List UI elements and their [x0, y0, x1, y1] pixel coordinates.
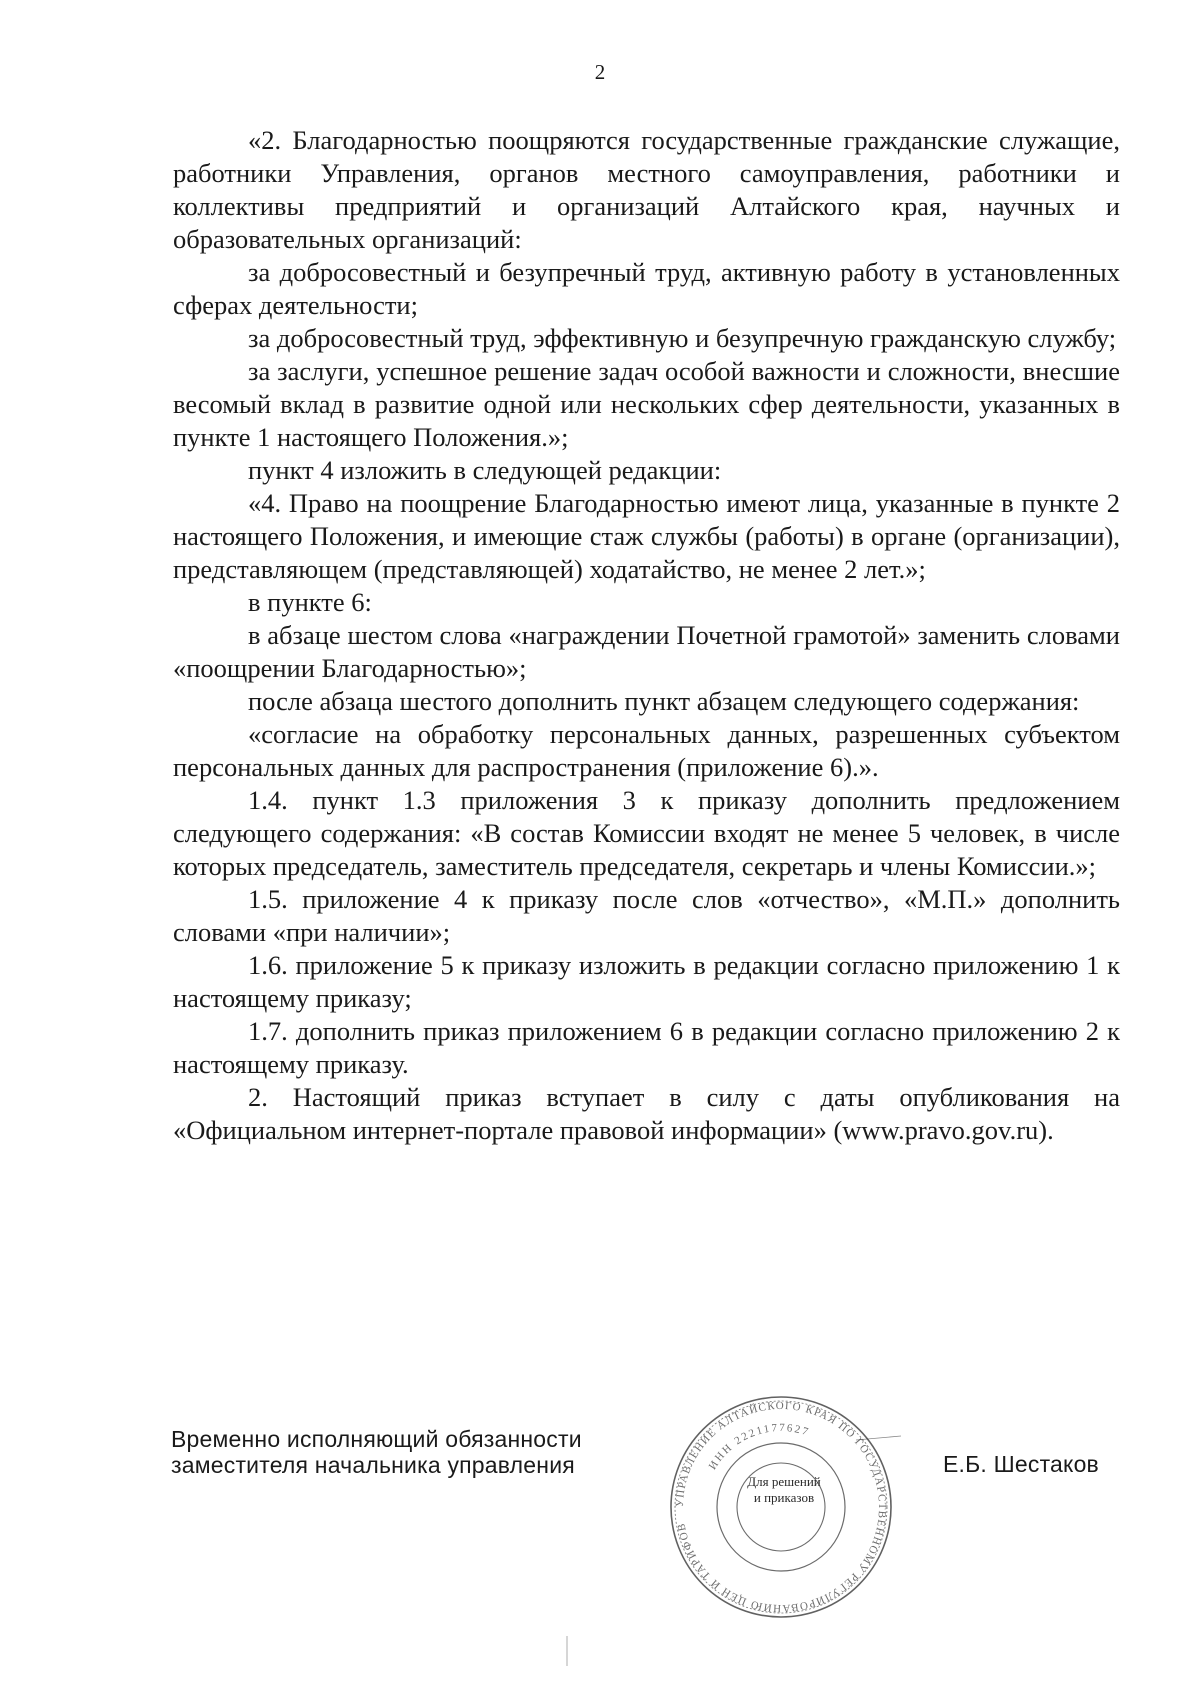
paragraph: за добросовестный труд, эффективную и безупречную гражданскую службу; [248, 323, 1117, 353]
paragraph: в абзаце шестом слова «награждении Почетной грамотой» заменить словами «поощрении Благодарностью»; [173, 620, 1120, 683]
paragraph: 2. Настоящий приказ вступает в силу с даты опубликования на «Официальном интернет-портале правовой информации» (www.pravo.gov.ru). [173, 1082, 1120, 1145]
paragraph: «4. Право на поощрение Благодарностью имеют лица, указанные в пункте 2 настоящего Положения, и имеющие стаж службы (работы) в органе (организации), представляющем (представляющей) ходатайство, не менее 2 лет.»; [173, 488, 1120, 584]
paragraph: 1.4. пункт 1.3 приложения 3 к приказу дополнить предложением следующего содержания: «В состав Комиссии входят не менее 5 человек, в числе которых председатель, заместитель председателя, секретарь и члены Комиссии.»; [173, 785, 1120, 881]
paragraph: 1.6. приложение 5 к приказу изложить в редакции согласно приложению 1 к настоящему приказу; [173, 950, 1120, 1013]
page-number: 2 [594, 60, 606, 84]
signatory-name: Е.Б. Шестаков [943, 1451, 1099, 1477]
paragraph: за заслуги, успешное решение задач особой важности и сложности, внесшие весомый вклад в развитие одной или нескольких сфер деятельности, указанных в пункте 1 настоящего Положения.»; [173, 356, 1120, 452]
official-stamp [656, 1392, 906, 1622]
stamp-center-text [739, 1474, 829, 1506]
signatory-position-line: Временно исполняющий обязанности [171, 1426, 582, 1452]
paragraph: «2. Благодарностью поощряются государственные гражданские служащие, работники Управления, органов местного самоуправления, работники и коллективы предприятий и организаций Алтайского края, научных и образовательных организаций: [173, 125, 1120, 254]
paragraph: «согласие на обработку персональных данных, разрешенных субъектом персональных данных для распространения (приложение 6).». [173, 719, 1120, 782]
stamp-center-line: и приказов [753, 1490, 815, 1505]
document-body [173, 124, 1120, 1147]
paragraph: за добросовестный и безупречный труд, активную работу в установленных сферах деятельности; [173, 257, 1120, 320]
stamp-icon [656, 1392, 906, 1622]
paragraph: 1.7. дополнить приказ приложением 6 в редакции согласно приложению 2 к настоящему приказу. [173, 1016, 1120, 1079]
stamp-inn-text: ИНН 2221177627 [706, 1421, 812, 1472]
signatory-position [171, 1426, 582, 1478]
stamp-center-line: Для решений [747, 1474, 821, 1489]
paragraph: после абзаца шестого дополнить пункт абзацем следующего содержания: [248, 686, 1080, 716]
paragraph: в пункте 6: [248, 587, 372, 617]
stamp-outer-text: УПРАВЛЕНИЕ АЛТАЙСКОГО КРАЯ ПО ГОСУДАРСТВЕННОМУ РЕГУЛИРОВАНИЮ ЦЕН И ТАРИФОВ [673, 1399, 889, 1615]
signatory-position-line: заместителя начальника управления [171, 1452, 575, 1478]
paragraph: 1.5. приложение 4 к приказу после слов «отчество», «М.П.» дополнить словами «при наличии»; [173, 884, 1120, 947]
scan-artifact [566, 1636, 568, 1666]
paragraph: пункт 4 изложить в следующей редакции: [248, 455, 722, 485]
